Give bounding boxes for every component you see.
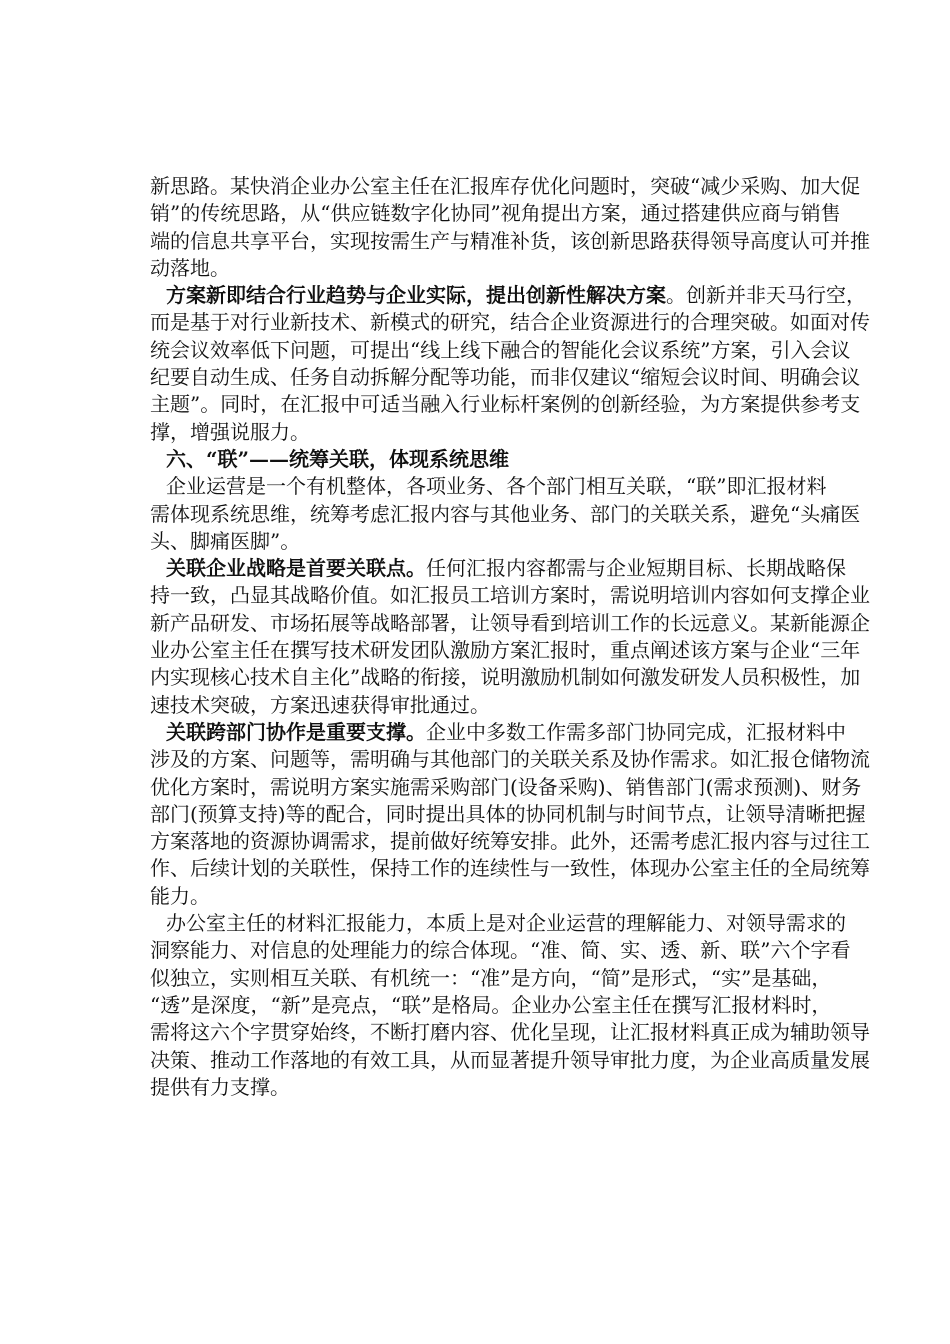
- line-text: 业办公室主任在撰写技术研发团队激励方案汇报时，重点阐述该方案与企业“三年: [150, 638, 861, 663]
- line-text: 而是基于对行业新技术、新模式的研究，结合企业资源进行的合理突破。如面对传: [150, 310, 870, 335]
- line-text: 任何汇报内容都需与企业短期目标、长期战略保: [426, 556, 846, 581]
- line-text: 决策、推动工作落地的有效工具，从而显著提升领导审批力度，为企业高质量发展: [150, 1047, 870, 1072]
- line-text: 能力。: [150, 883, 210, 908]
- text-line: [150, 855, 870, 882]
- text-line: [150, 582, 870, 609]
- line-text: 洞察能力、对信息的处理能力的综合体现。“准、简、实、透、新、联”六个字看: [150, 938, 851, 963]
- line-text: 需体现系统思维，统筹考虑汇报内容与其他业务、部门的关联关系，避免“头痛医: [150, 501, 861, 526]
- line-text: 企业中多数工作需多部门协同完成，汇报材料中: [426, 719, 846, 744]
- bold-lead-text: 方案新即结合行业趋势与企业实际，提出创新性解决方案: [166, 283, 666, 308]
- paragraph: [150, 555, 870, 719]
- text-line: [150, 228, 870, 255]
- text-line: [150, 173, 861, 200]
- line-text: 持一致，凸显其战略价值。如汇报员工培训方案时，需说明培训内容如何支撑企业: [150, 583, 870, 608]
- text-line: [150, 419, 802, 446]
- line-text: 新思路。某快消企业办公室主任在汇报库存优化问题时，突破“减少采购、加大促: [150, 174, 861, 198]
- paragraph: [150, 473, 861, 555]
- line-text: 动落地。: [150, 255, 230, 280]
- line-text: 。创新并非天马行空，: [666, 283, 866, 308]
- line-text: 需将这六个字贯穿始终，不断打磨内容、优化呈现，让汇报材料真正成为辅助领导: [150, 1020, 870, 1045]
- text-line: [150, 501, 861, 528]
- line-text: 作、后续计划的关联性，保持工作的连续性与一致性，体现办公室主任的全局统筹: [150, 856, 870, 881]
- text-line: [150, 774, 862, 801]
- text-line: [150, 473, 827, 500]
- text-line: [150, 309, 870, 336]
- text-line: [150, 637, 861, 664]
- text-line: [150, 1074, 802, 1101]
- text-line: [150, 610, 870, 637]
- paragraph: [150, 282, 870, 446]
- section-heading: [150, 446, 802, 473]
- text-line: [150, 446, 802, 473]
- line-text: 提供有力支撑。: [150, 1074, 290, 1099]
- text-line: [150, 937, 851, 964]
- text-line: [150, 528, 802, 555]
- line-text: 部门(预算支持)等的配合，同时提出具体的协同机制与时间节点，让领导清晰把握: [150, 801, 866, 826]
- text-line: [150, 992, 832, 1019]
- text-line: [150, 746, 870, 773]
- line-text: 端的信息共享平台，实现按需生产与精准补货，该创新思路获得领导高度认可并推: [150, 228, 870, 253]
- text-line: [150, 883, 802, 910]
- line-text: 新产品研发、市场拓展等战略部署，让领导看到培训工作的长远意义。某新能源企: [150, 610, 870, 635]
- text-line: [150, 965, 832, 992]
- text-line: [150, 255, 802, 282]
- text-line: [150, 337, 851, 364]
- text-line: [150, 282, 866, 309]
- text-line: [150, 692, 802, 719]
- text-line: [150, 364, 861, 391]
- bold-lead-text: 关联企业战略是首要关联点。: [166, 556, 426, 581]
- bold-lead-text: 关联跨部门协作是重要支撑。: [166, 719, 426, 744]
- line-text: 纪要自动生成、任务自动拆解分配等功能，而非仅建议“缩短会议时间、明确会议: [150, 365, 861, 390]
- text-line: [150, 391, 861, 418]
- line-text: 撑，增强说服力。: [150, 419, 310, 444]
- line-text: 优化方案时，需说明方案实施需采购部门(设备采购)、销售部门(需求预测)、财务: [150, 774, 862, 799]
- line-text: 内实现核心技术自主化”战略的衔接，说明激励机制如何激发研发人员积极性，加: [150, 665, 861, 690]
- text-line: [150, 1019, 870, 1046]
- line-text: 头、脚痛医脚”。: [150, 528, 301, 553]
- paragraph: [150, 173, 870, 282]
- document-page: [150, 173, 870, 1101]
- line-text: 企业运营是一个有机整体，各项业务、各个部门相互关联，“联”即汇报材料: [166, 474, 827, 499]
- text-line: [150, 719, 846, 746]
- text-line: [150, 910, 846, 937]
- text-line: [150, 555, 846, 582]
- line-text: 主题”。同时，在汇报中可适当融入行业标杆案例的创新经验，为方案提供参考支: [150, 392, 861, 417]
- line-text: 办公室主任的材料汇报能力，本质上是对企业运营的理解能力、对领导需求的: [166, 911, 846, 936]
- bold-lead-text: 六、“联”——统筹关联，体现系统思维: [166, 446, 510, 471]
- line-text: “透”是深度，“新”是亮点，“联”是格局。企业办公室主任在撰写汇报材料时，: [150, 992, 832, 1017]
- line-text: 速技术突破，方案迅速获得审批通过。: [150, 692, 490, 717]
- line-text: 涉及的方案、问题等，需明确与其他部门的关联关系及协作需求。如汇报仓储物流: [150, 747, 870, 772]
- line-text: 统会议效率低下问题，可提出“线上线下融合的智能化会议系统”方案，引入会议: [150, 337, 851, 362]
- line-text: 方案落地的资源协调需求，提前做好统筹安排。此外，还需考虑汇报内容与过往工: [150, 829, 870, 854]
- text-line: [150, 828, 870, 855]
- paragraph: [150, 719, 870, 910]
- text-line: [150, 200, 841, 227]
- paragraph: [150, 910, 870, 1101]
- line-text: 似独立，实则相互关联、有机统一：“准”是方向，“简”是形式，“实”是基础，: [150, 965, 832, 990]
- text-line: [150, 801, 866, 828]
- text-line: [150, 664, 861, 691]
- line-text: 销”的传统思路，从“供应链数字化协同”视角提出方案，通过搭建供应商与销售: [150, 201, 841, 226]
- text-line: [150, 1047, 870, 1074]
